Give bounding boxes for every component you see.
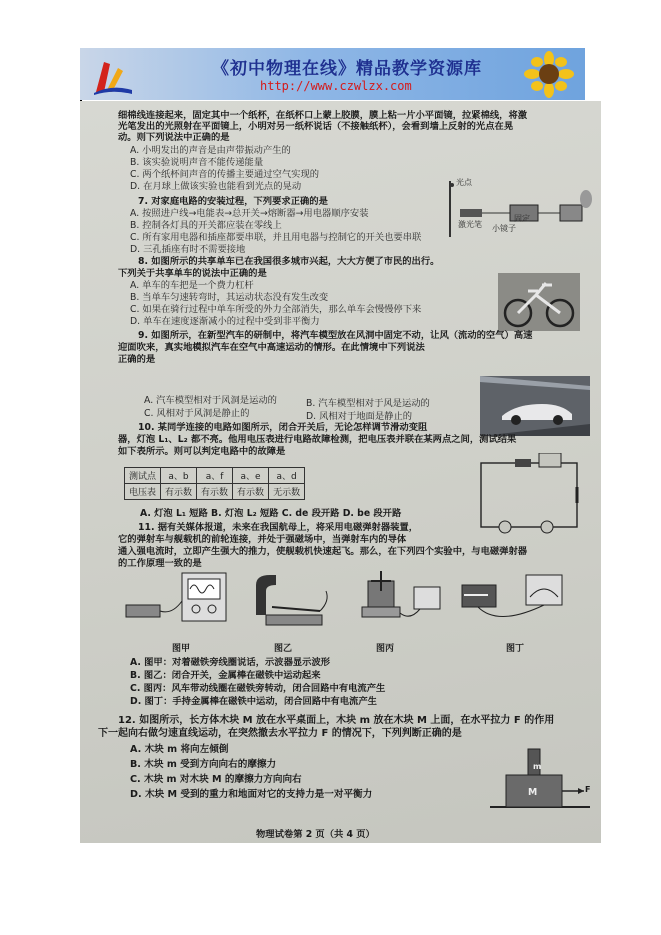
q12-option-d: D. 木块 M 受到的重力和地面对它的支持力是一对平衡力 bbox=[130, 789, 373, 800]
q9-stem-2: 迎面吹来，真实地模拟汽车在空气中高速运动的情形。在此情境中下列说法 bbox=[118, 342, 425, 353]
q8-option-c: C. 如果在骑行过程中单车所受的外力全部消失，那么单车会慢慢停下来 bbox=[130, 304, 422, 315]
figure-yi-magnet-rod bbox=[236, 571, 336, 631]
q11-option-b: B. 图乙：闭合开关，金属棒在磁铁中运动起来 bbox=[130, 670, 321, 681]
figure-bing-windmill bbox=[348, 567, 448, 631]
q6-option-c: C. 两个纸杯间声音的传播主要通过空气实现的 bbox=[130, 169, 320, 180]
exam-page-photo bbox=[80, 101, 601, 843]
fault-circuit-diagram bbox=[475, 453, 587, 537]
caption-bing: 图丙 bbox=[376, 644, 395, 654]
q7-stem: 7. 对家庭电路的安装过程，下列要求正确的是 bbox=[138, 196, 328, 207]
intro-line-1: 细棉线连接起来，固定其中一个纸杯，在纸杯口上蒙上胶膜，膜上粘一片小平面镜，拉紧棉线，将激 bbox=[118, 110, 528, 121]
q12-option-b: B. 木块 m 受到方向向右的摩擦力 bbox=[130, 759, 277, 770]
blocks-on-table-figure bbox=[490, 741, 590, 811]
light-spot-label: 光点 bbox=[456, 178, 472, 187]
table-cell: 无示数 bbox=[269, 484, 305, 500]
q9-option-d: D. 风相对于地面是静止的 bbox=[306, 411, 413, 422]
force-F-label: F bbox=[585, 785, 591, 794]
page-footer: 物理试卷第 2 页（共 4 页） bbox=[256, 829, 375, 840]
fault-test-table bbox=[124, 467, 305, 500]
q9-option-a: A. 汽车模型相对于风洞是运动的 bbox=[144, 395, 277, 406]
q9-stem-3: 正确的是 bbox=[118, 354, 156, 365]
intro-line-3: 动。则下列说法中正确的是 bbox=[118, 132, 230, 143]
q7-option-d: D. 三孔插座有时不需要接地 bbox=[130, 244, 246, 255]
q6-option-a: A. 小明发出的声音是由声带振动产生的 bbox=[130, 145, 291, 156]
small-mirror-label: 小镜子 bbox=[492, 224, 516, 233]
figure-jia-oscilloscope bbox=[120, 571, 230, 631]
table-cell: a、d bbox=[269, 468, 305, 484]
table-cell: 有示数 bbox=[161, 484, 197, 500]
block-M-label: M bbox=[528, 787, 538, 798]
wind-tunnel-photo bbox=[480, 376, 590, 436]
q6-option-b: B. 该实验说明声音不能传递能量 bbox=[130, 157, 264, 168]
q10-stem-2: 器，灯泡 L₁、L₂ 都不亮。他用电压表进行电路故障检测，把电压表并联在某两点之间，测试结果 bbox=[118, 434, 517, 445]
laser-pen-label: 激光笔 bbox=[458, 220, 482, 229]
q12-option-c: C. 木块 m 对木块 M 的摩擦力方向向右 bbox=[130, 774, 302, 785]
q8-option-d: D. 单车在速度逐渐减小的过程中受到非平衡力 bbox=[130, 316, 320, 327]
caption-jia: 图甲 bbox=[172, 644, 191, 654]
sunflower-icon bbox=[521, 51, 577, 98]
banner-url[interactable]: http://www.czwlzx.com bbox=[260, 79, 412, 93]
header-banner bbox=[80, 48, 585, 100]
table-cell: a、b bbox=[161, 468, 197, 484]
q7-option-b: B. 控制各灯具的开关都应装在零线上 bbox=[130, 220, 282, 231]
q8-option-b: B. 当单车匀速转弯时，其运动状态没有发生改变 bbox=[130, 292, 329, 303]
q9-option-c: C. 风相对于风洞是静止的 bbox=[144, 408, 250, 419]
block-m-label: m bbox=[533, 762, 542, 771]
q11-stem-3: 通入强电流时，立即产生强大的推力，使舰载机快速起飞。那么，在下列四个实验中，与电磁弹射器 bbox=[118, 546, 528, 557]
fixed-label: 固定 bbox=[514, 214, 530, 223]
q11-option-a: A. 图甲：对着磁铁旁线圈说话，示波器显示波形 bbox=[130, 657, 331, 668]
table-cell: 有示数 bbox=[197, 484, 233, 500]
table-cell: 有示数 bbox=[233, 484, 269, 500]
banner-title: 《初中物理在线》精品教学资源库 bbox=[212, 59, 482, 79]
q12-stem-1: 12. 如图所示，长方体木块 M 放在水平桌面上，木块 m 放在木块 M 上面，在水平拉力 F 的作用 bbox=[118, 715, 555, 726]
q6-option-d: D. 在月球上做该实验也能看到光点的晃动 bbox=[130, 181, 302, 192]
table-cell: 测试点 bbox=[125, 468, 161, 484]
figure-ding-galvanometer bbox=[458, 571, 568, 631]
q11-stem-1: 11. 据有关媒体报道，未来在我国航母上，将采用电磁弹射器装置， bbox=[138, 522, 419, 533]
q8-option-a: A. 单车的车把是一个费力杠杆 bbox=[130, 280, 254, 291]
table-row bbox=[125, 484, 305, 500]
table-header-row bbox=[125, 468, 305, 484]
q10-stem-1: 10. 某同学连接的电路如图所示，闭合开关后，无论怎样调节滑动变阻 bbox=[138, 422, 428, 433]
q11-stem-4: 的工作原理一致的是 bbox=[118, 558, 202, 569]
q9-stem-1: 9. 如图所示，在新型汽车的研制中，将汽车模型放在风洞中固定不动，让风（流动的空气）高速 bbox=[138, 330, 533, 341]
q7-option-c: C. 所有家用电器和插座都要串联，并且用电器与控制它的开关也要串联 bbox=[130, 232, 422, 243]
caption-yi: 图乙 bbox=[274, 644, 293, 654]
q12-option-a: A. 木块 m 将向左倾倒 bbox=[130, 744, 229, 755]
q12-stem-2: 下一起向右做匀速直线运动，在突然撤去水平拉力 F 的情况下，下列判断正确的是 bbox=[98, 728, 462, 739]
q10-options: A. 灯泡 L₁ 短路 B. 灯泡 L₂ 短路 C. de 段开路 D. be 段开路 bbox=[140, 508, 402, 519]
q9-option-b: B. 汽车模型相对于风是运动的 bbox=[306, 398, 430, 409]
intro-line-2: 光笔发出的光照射在平面镜上，小明对另一纸杯说话（不接触纸杯），会看到墙上反射的光点在晃 bbox=[118, 121, 514, 132]
q8-stem-1: 8. 如图所示的共享单车已在我国很多城市兴起，大大方便了市民的出行。 bbox=[138, 256, 440, 267]
table-cell: 电压表 bbox=[125, 484, 161, 500]
shared-bike-photo bbox=[498, 273, 580, 331]
table-cell: a、e bbox=[233, 468, 269, 484]
q11-option-d: D. 图丁：手持金属棒在磁铁中运动，闭合回路中有电流产生 bbox=[130, 696, 377, 707]
caption-ding: 图丁 bbox=[506, 644, 525, 654]
q11-stem-2: 它的弹射车与舰载机的前轮连接，并处于强磁场中，当弹射车内的导体 bbox=[118, 534, 407, 545]
q8-stem-2: 下列关于共享单车的说法中正确的是 bbox=[118, 268, 267, 279]
table-cell: a、f bbox=[197, 468, 233, 484]
site-logo-icon bbox=[90, 54, 134, 96]
q7-option-a: A. 按照进户线→电能表→总开关→熔断器→用电器顺序安装 bbox=[130, 208, 369, 219]
q10-stem-3: 如下表所示。则可以判定电路中的故障是 bbox=[118, 446, 286, 457]
q11-option-c: C. 图丙：风车带动线圈在磁铁旁转动，闭合回路中有电流产生 bbox=[130, 683, 386, 694]
